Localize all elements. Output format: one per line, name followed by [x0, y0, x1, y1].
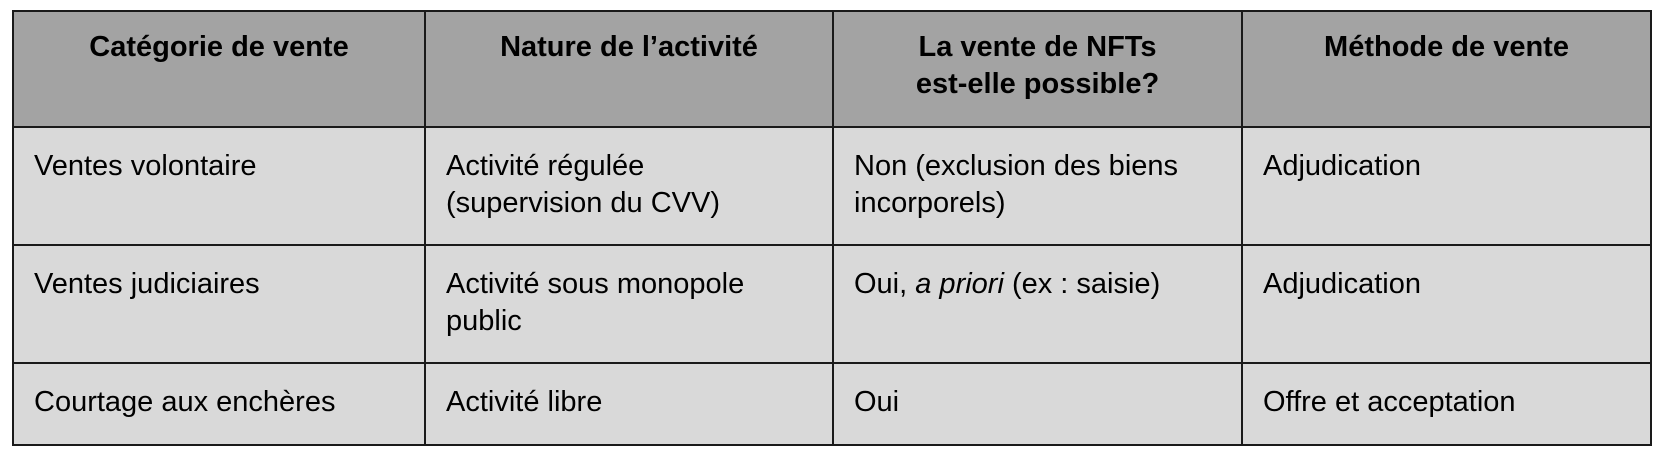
cell-text: Courtage aux enchères	[34, 386, 336, 418]
cell-nft	[833, 363, 1242, 445]
cell-text: Activité libre	[446, 386, 603, 418]
table-header-row	[13, 11, 1651, 127]
cell-method	[1242, 363, 1651, 445]
header-text: est-elle possible?	[915, 68, 1160, 100]
cell-category	[13, 363, 425, 445]
cell-text-prefix: Oui,	[854, 268, 916, 300]
header-sale-category	[13, 11, 425, 127]
cell-text: Adjudication	[1263, 268, 1421, 300]
header-text: Nature de l’activité	[500, 31, 758, 63]
cell-text-suffix: (ex : saisie)	[1003, 268, 1161, 300]
cell-text-italic: a priori	[915, 268, 1004, 300]
header-text: La vente de NFTs	[918, 31, 1157, 63]
table-row	[13, 127, 1651, 245]
cell-text: public	[446, 305, 522, 337]
header-activity-nature	[425, 11, 833, 127]
cell-category	[13, 245, 425, 363]
header-text: Méthode de vente	[1324, 31, 1569, 63]
sales-table-container	[12, 10, 1652, 446]
cell-text	[854, 266, 1223, 303]
cell-text: incorporels)	[854, 187, 1006, 219]
cell-text: Activité régulée	[446, 150, 645, 182]
cell-method	[1242, 245, 1651, 363]
cell-text: Ventes volontaire	[34, 150, 257, 182]
cell-text: Offre et acceptation	[1263, 386, 1516, 418]
cell-text: Activité sous monopole	[446, 268, 745, 300]
cell-text: (supervision du CVV)	[446, 187, 720, 219]
header-sale-method	[1242, 11, 1651, 127]
cell-category	[13, 127, 425, 245]
cell-nft	[833, 127, 1242, 245]
header-text: Catégorie de vente	[89, 31, 349, 63]
cell-text: Non (exclusion des biens	[854, 150, 1179, 182]
cell-text: Oui	[854, 386, 900, 418]
sales-comparison-table	[12, 10, 1652, 446]
header-nft-sale-possible	[833, 11, 1242, 127]
cell-text: Adjudication	[1263, 150, 1421, 182]
table-row	[13, 245, 1651, 363]
cell-nft	[833, 245, 1242, 363]
cell-nature	[425, 245, 833, 363]
cell-nature	[425, 127, 833, 245]
cell-method	[1242, 127, 1651, 245]
table-row	[13, 363, 1651, 445]
cell-text: Ventes judiciaires	[34, 268, 260, 300]
cell-nature	[425, 363, 833, 445]
